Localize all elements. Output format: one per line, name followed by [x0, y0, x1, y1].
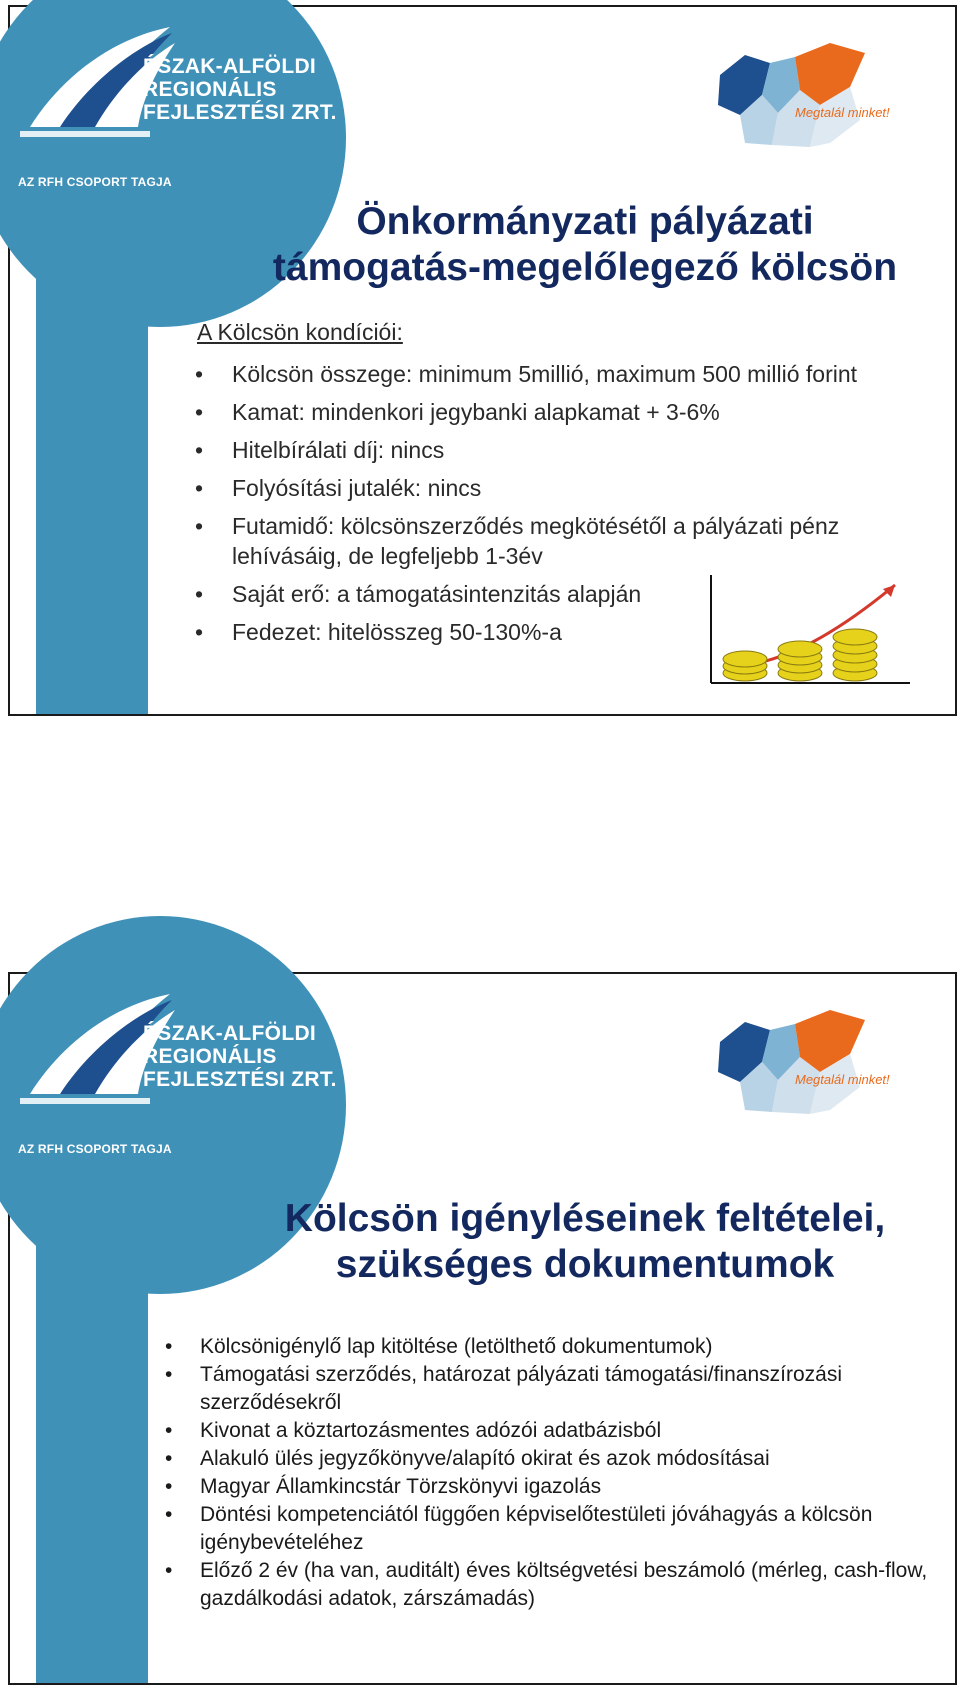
coin-growth-chart-icon [705, 573, 915, 688]
org-tagline: AZ RFH CSOPORT TAGJA [18, 175, 172, 189]
list-item: • Futamidő: kölcsönszerződés megkötésétől a pályázati pénz lehívásáig, de legfeljebb 1-3év [195, 511, 955, 571]
list-item: • Kivonat a köztartozásmentes adózói adatbázisból [165, 1417, 945, 1445]
conditions-subheading: A Kölcsön kondíciói: [197, 319, 403, 345]
slide2-title: Kölcsön igényléseinek feltételei, szükséges dokumentumok [284, 1197, 886, 1286]
list-item: • Magyar Államkincstár Törzskönyvi igazolás [165, 1473, 945, 1501]
org-tagline: AZ RFH CSOPORT TAGJA [18, 1142, 172, 1156]
region-map-icon [700, 1002, 890, 1122]
map-slogan: Megtalál minket! [795, 105, 890, 120]
list-item: • Előző 2 év (ha van, auditált) éves költségvetési beszámoló (mérleg, cash-flow, gazdálkodási adatok, zárszámadás) [165, 1557, 945, 1613]
org-name: ÉSZAK-ALFÖLDI REGIONÁLIS FEJLESZTÉSI ZRT. [143, 1022, 337, 1091]
list-item: • Kölcsönigénylő lap kitöltése (letölthető dokumentumok) [165, 1333, 945, 1361]
list-item: • Alakuló ülés jegyzőkönyve/alapító okirat és azok módosításai [165, 1445, 945, 1473]
list-item: • Támogatási szerződés, határozat pályázati támogatási/finanszírozási szerződésekről [165, 1361, 945, 1417]
list-item: • Döntési kompetenciától függően képviselőtestületi jóváhagyás a kölcsön igénybevételéhez [165, 1501, 945, 1557]
list-item: • Saját erő: a támogatásintenzitás alapján [195, 579, 955, 609]
requirements-list [165, 1333, 945, 1613]
list-item: • Folyósítási jutalék: nincs [195, 473, 955, 503]
org-name: ÉSZAK-ALFÖLDI REGIONÁLIS FEJLESZTÉSI ZRT. [143, 55, 337, 124]
list-item: • Fedezet: hitelösszeg 50-130%-a [195, 617, 955, 647]
list-item: • Hitelbírálati díj: nincs [195, 435, 955, 465]
list-item: • Kölcsön összege: minimum 5millió, maximum 500 millió forint [195, 359, 955, 389]
map-slogan: Megtalál minket! [795, 1072, 890, 1087]
slide1-title: Önkormányzati pályázati támogatás-megelőlegező kölcsön [272, 200, 898, 289]
list-item: • Kamat: mindenkori jegybanki alapkamat + 3-6% [195, 397, 955, 427]
region-map-icon [700, 35, 890, 155]
